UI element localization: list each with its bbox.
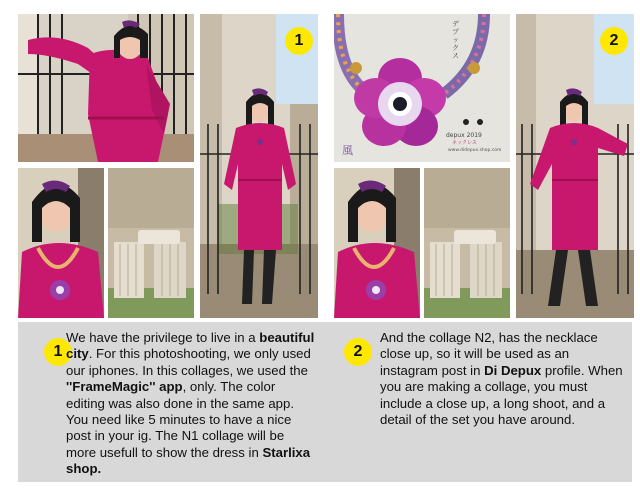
- collage-2: [334, 14, 634, 318]
- desc1-part1: We have the privilege to live in a: [66, 330, 260, 345]
- description-panel: [18, 322, 632, 482]
- desc1-part3: , only. The color editing was also done in the same app. You need like 5 minutes to have a nice post in your ig. The N1 collage will be more usefull to show the dress in: [66, 379, 294, 460]
- photo-woman-arm-raised: [18, 14, 194, 162]
- desc1-bold-shop: Starlixa shop.: [66, 444, 311, 477]
- necklace-card-jp-vertical: デプックス: [452, 20, 459, 60]
- desc1-part2: . For this photoshooting, we only used our iphones. In this collages, we used the: [66, 346, 311, 378]
- desc1-bold-app: ''FrameMagic'' app: [66, 379, 183, 395]
- necklace-card-price: ネックレス: [452, 140, 477, 146]
- description-1-text: [66, 330, 316, 478]
- description-2-text: [380, 330, 628, 428]
- photo-ruins: [108, 168, 194, 318]
- photo-portrait-closeup-2: [334, 168, 420, 318]
- desc2-bold-profile: Di Depux: [484, 362, 542, 378]
- desc1-bold-city: beautiful city: [66, 330, 315, 362]
- photo-ruins-2: [424, 168, 510, 318]
- photo-full-body: [200, 14, 318, 318]
- necklace-card-kanji: 風: [342, 144, 353, 157]
- photo-arm-raised-full: [516, 14, 634, 318]
- necklace-card-date: 2019: [466, 132, 482, 139]
- necklace-card-brand-text: depux: [446, 132, 465, 139]
- collage-1-number-badge: 1: [285, 27, 313, 55]
- description-1-badge: 1: [44, 338, 72, 366]
- description-2-badge: 2: [344, 338, 372, 366]
- collage-2-number-badge: 2: [600, 27, 628, 55]
- desc2-part1: And the collage N2, has the necklace close up, so it will be used as an instagram post in: [380, 330, 598, 378]
- necklace-card-site: www.didepux.shop.com: [448, 148, 502, 153]
- collage-1: [18, 14, 318, 318]
- desc2-part2: profile. When you are making a collage, you must include a close up, a long shoot, and a detail of the set you have around.: [380, 362, 623, 428]
- photo-portrait-closeup: [18, 168, 104, 318]
- photo-necklace-closeup: [334, 14, 510, 162]
- necklace-card-brand: [446, 132, 482, 139]
